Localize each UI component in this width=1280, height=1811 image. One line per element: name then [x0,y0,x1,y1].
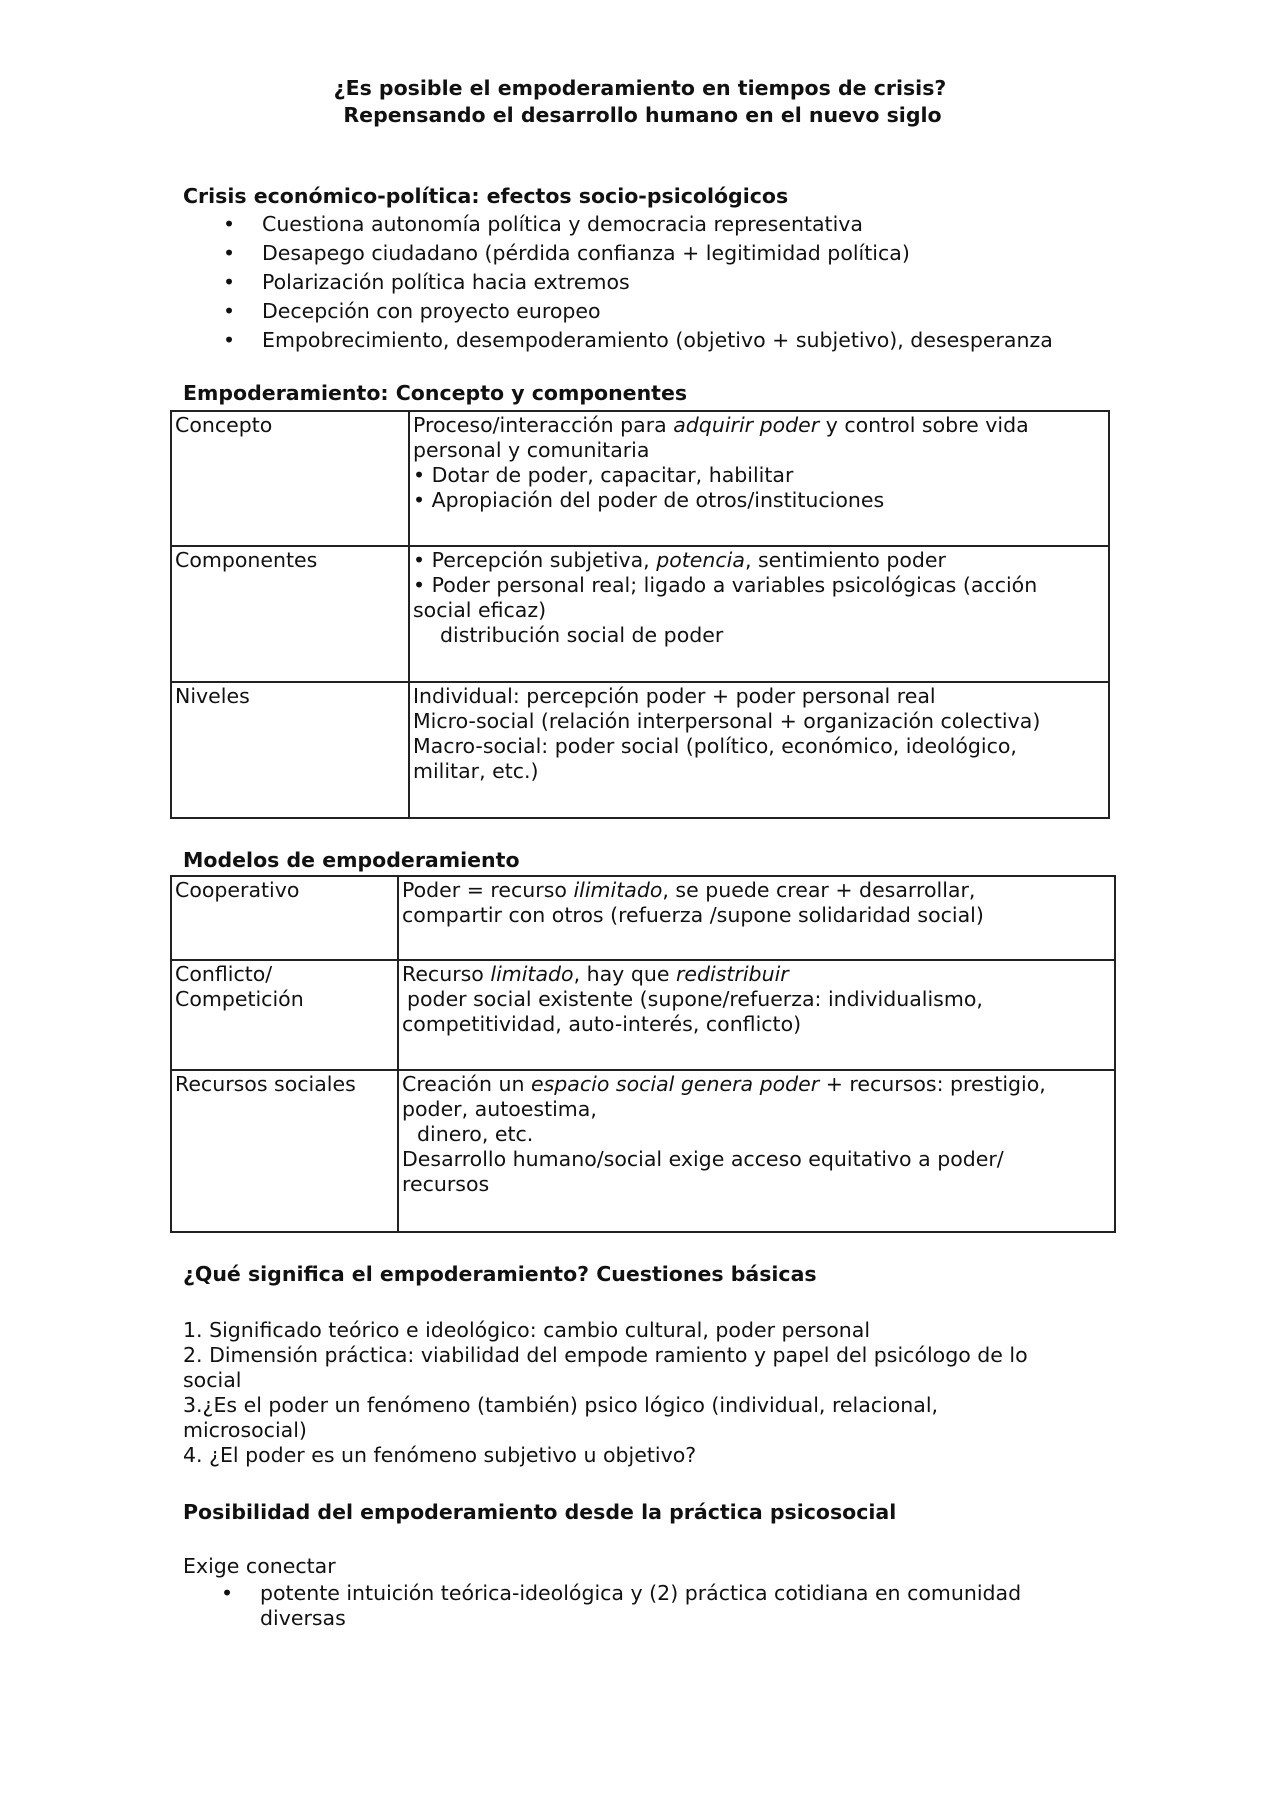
bullet-icon: • [223,299,236,323]
row-content: Proceso/interacción para adquirir poder y control sobre vida personal y comunitaria • Dotar de poder, capacitar, habilitar • Apropiación del poder de otros/instituciones [409,411,1109,546]
modelos-heading: Modelos de empoderamiento [183,848,520,872]
list-item: • Empobrecimiento, desempoderamiento (objetivo + subjetivo), desesperanza [185,326,1185,355]
list-item: • Polarización política hacia extremos [185,268,1185,297]
posibilidad-list [185,1581,1185,1631]
row-content: Creación un espacio social genera poder + recursos: prestigio, poder, autoestima, dinero, etc. Desarrollo humano/social exige acceso equitativo a poder/ recursos [398,1070,1115,1232]
concepto-table [170,410,1110,819]
list-item: • Decepción con proyecto europeo [185,297,1185,326]
row-label: Conflicto/ Competición [171,960,398,1070]
cuestiones-list [183,1318,1133,1468]
bullet-icon: • [223,328,236,352]
table-row [171,546,1109,682]
title-line-2: Repensando el desarrollo humano en el nuevo siglo [343,103,942,127]
list-item: • Cuestiona autonomía política y democracia representativa [185,210,1185,239]
row-label: Componentes [171,546,409,682]
title-line-1: ¿Es posible el empoderamiento en tiempos de crisis? [333,76,947,100]
row-content: Recurso limitado, hay que redistribuir poder social existente (supone/refuerza: individualismo, competitividad, auto-interés, conflicto) [398,960,1115,1070]
bullet-icon: • [223,212,236,236]
list-item: social [183,1368,242,1392]
row-content: Individual: percepción poder + poder personal real Micro-social (relación interpersonal + organización colectiva) Macro-social: poder social (político, económico, ideológico, militar, etc.) [409,682,1109,818]
table-row [171,960,1115,1070]
list-item: 3.¿Es el poder un fenómeno (también) psico lógico (individual, relacional, [183,1393,939,1417]
table-row [171,682,1109,818]
cuestiones-heading: ¿Qué significa el empoderamiento? Cuestiones básicas [183,1262,817,1286]
posibilidad-intro: Exige conectar [183,1554,336,1578]
list-item: potente intuición teórica-ideológica y (2) práctica cotidiana en comunidad diversas [260,1581,1022,1630]
row-content: • Percepción subjetiva, potencia, sentimiento poder • Poder personal real; ligado a variables psicológicas (acción social eficaz) distribución social de poder [409,546,1109,682]
list-item: • Desapego ciudadano (pérdida confianza + legitimidad política) [185,239,1185,268]
bullet-icon: • [221,1581,234,1605]
list-item: 1. Significado teórico e ideológico: cambio cultural, poder personal [183,1318,871,1342]
list-item: 2. Dimensión práctica: viabilidad del empode ramiento y papel del psicólogo de lo [183,1343,1028,1367]
posibilidad-heading: Posibilidad del empoderamiento desde la práctica psicosocial [183,1500,897,1524]
bullet-icon: • [223,241,236,265]
row-label: Cooperativo [171,876,398,960]
row-label: Recursos sociales [171,1070,398,1232]
table-row [171,1070,1115,1232]
crisis-heading: Crisis económico-política: efectos socio-psicológicos [183,184,789,208]
row-label: Niveles [171,682,409,818]
table-row [171,876,1115,960]
list-item: microsocial) [183,1418,307,1442]
list-item: 4. ¿El poder es un fenómeno subjetivo u objetivo? [183,1443,697,1467]
table-row [171,411,1109,546]
row-label: Concepto [171,411,409,546]
document-title [0,75,1280,129]
modelos-table [170,875,1116,1233]
bullet-icon: • [223,270,236,294]
crisis-list [185,210,1185,355]
row-content: Poder = recurso ilimitado, se puede crear + desarrollar, compartir con otros (refuerza /supone solidaridad social) [398,876,1115,960]
concepto-heading: Empoderamiento: Concepto y componentes [183,381,688,405]
